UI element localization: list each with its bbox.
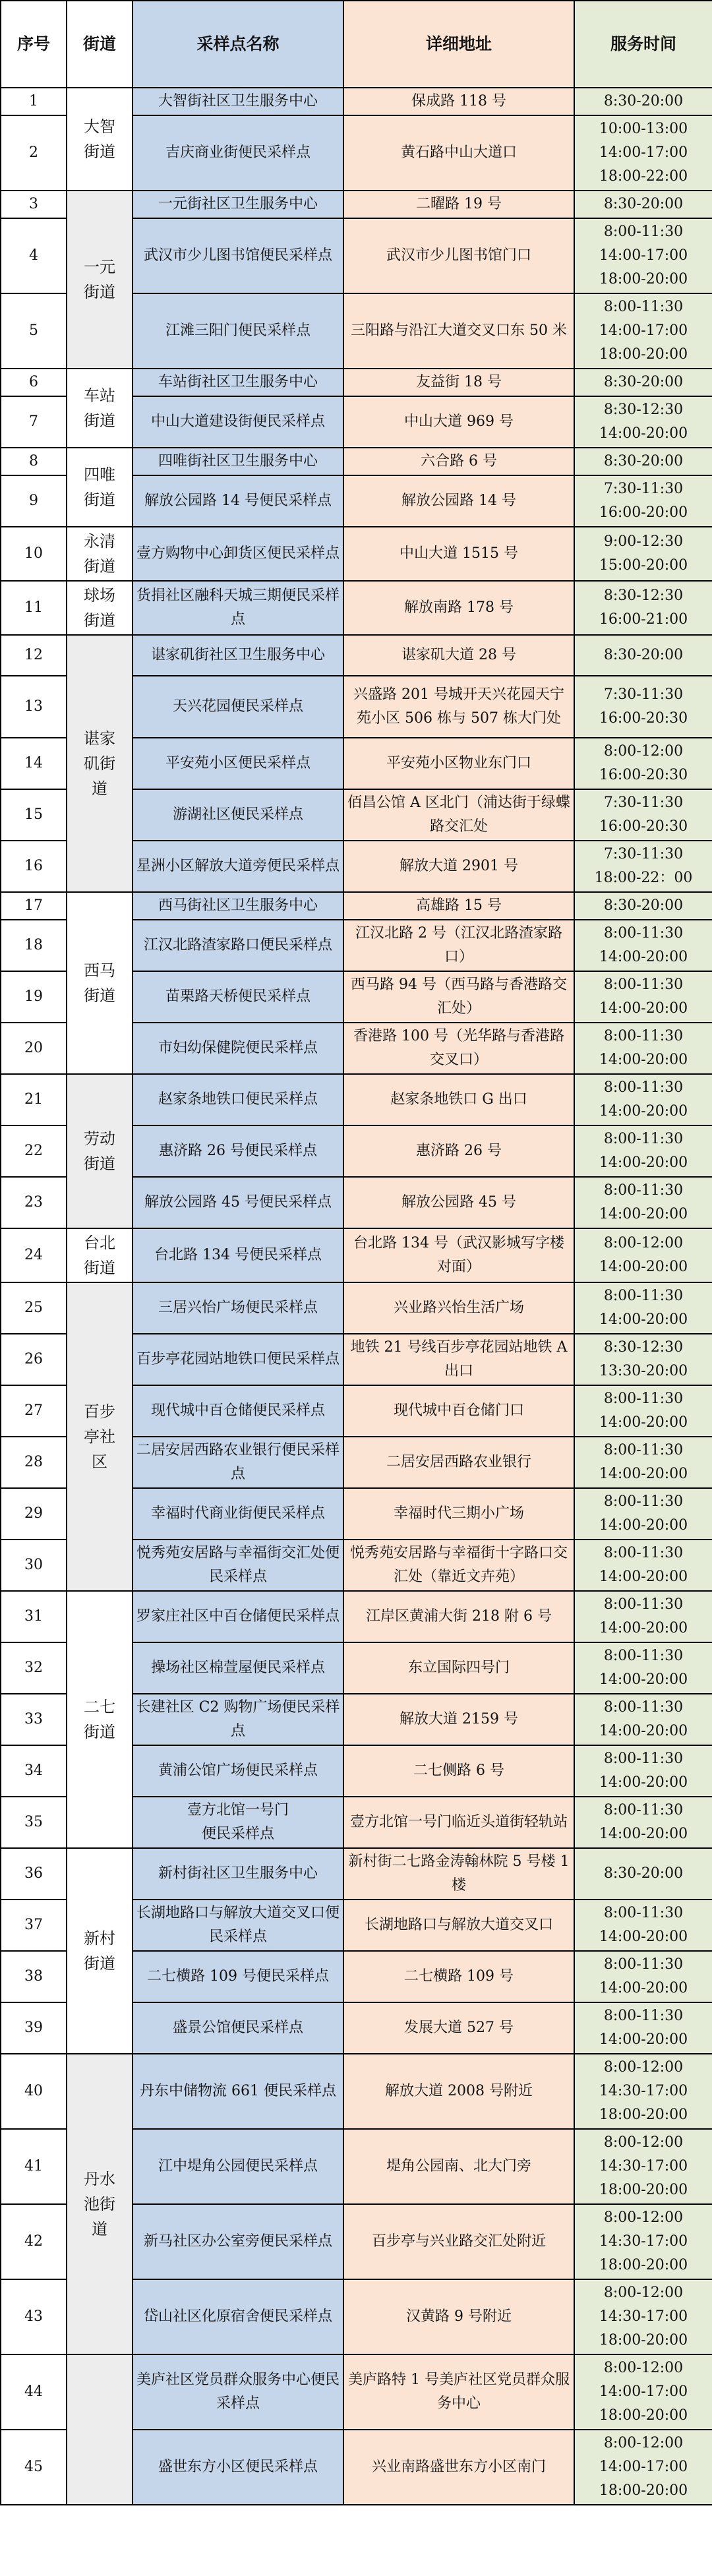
sampling-point-name: 悦秀苑安居路与幸福街交汇处便民采样点 bbox=[133, 1540, 343, 1591]
sampling-point-address: 美庐路特 1 号美庐社区党员群众服务中心 bbox=[343, 2354, 574, 2430]
sampling-point-name: 新马社区办公室旁便民采样点 bbox=[133, 2204, 343, 2279]
sampling-point-name: 盛世东方小区便民采样点 bbox=[133, 2430, 343, 2505]
service-time: 8:30-20:00 bbox=[574, 191, 712, 218]
sampling-point-address: 解放公园路 45 号 bbox=[343, 1177, 574, 1228]
sampling-point-name: 四唯街社区卫生服务中心 bbox=[133, 448, 343, 475]
sampling-point-name: 苗栗路天桥便民采样点 bbox=[133, 971, 343, 1023]
sampling-point-address: 江岸区黄浦大街 218 附 6 号 bbox=[343, 1591, 574, 1642]
service-time: 8:00-11:30 14:00-20:00 bbox=[574, 1023, 712, 1074]
sampling-point-name: 二居安居西路农业银行便民采样点 bbox=[133, 1437, 343, 1488]
service-time: 8:00-11:30 14:00-20:00 bbox=[574, 1797, 712, 1848]
sampling-point-name: 惠济路 26 号便民采样点 bbox=[133, 1125, 343, 1177]
row-number: 15 bbox=[1, 789, 67, 841]
street-cell: 新村 街道 bbox=[67, 1848, 133, 2054]
table-row bbox=[1, 2354, 712, 2430]
service-time: 8:30-20:00 bbox=[574, 88, 712, 115]
service-time: 8:00-11:30 14:00-20:00 bbox=[574, 1591, 712, 1642]
sampling-point-name: 一元街社区卫生服务中心 bbox=[133, 191, 343, 218]
service-time: 7:30-11:30 16:00-20:00 bbox=[574, 475, 712, 527]
table-row bbox=[1, 635, 712, 676]
service-time: 8:00-11:30 14:00-20:00 bbox=[574, 1900, 712, 1951]
sampling-point-address: 解放南路 178 号 bbox=[343, 581, 574, 635]
row-number: 6 bbox=[1, 369, 67, 396]
service-time: 8:30-20:00 bbox=[574, 369, 712, 396]
sampling-point-address: 百步亭与兴业路交汇处附近 bbox=[343, 2204, 574, 2279]
service-time: 8:00-11:30 14:00-20:00 bbox=[574, 2002, 712, 2054]
sampling-point-name: 车站街社区卫生服务中心 bbox=[133, 369, 343, 396]
sampling-point-address: 黄石路中山大道口 bbox=[343, 115, 574, 191]
street-cell: 永清 街道 bbox=[67, 527, 133, 581]
sampling-point-address: 壹方北馆一号门临近头道街轻轨站 bbox=[343, 1797, 574, 1848]
sampling-point-address: 赵家条地铁口 G 出口 bbox=[343, 1074, 574, 1125]
row-number: 37 bbox=[1, 1900, 67, 1951]
sampling-point-address: 二居安居西路农业银行 bbox=[343, 1437, 574, 1488]
service-time: 9:00-12:30 15:00-20:00 bbox=[574, 527, 712, 581]
table-row bbox=[1, 1228, 712, 1282]
sampling-point-address: 惠济路 26 号 bbox=[343, 1125, 574, 1177]
sampling-point-address: 中山大道 969 号 bbox=[343, 396, 574, 448]
sampling-point-address: 六合路 6 号 bbox=[343, 448, 574, 475]
street-cell: 二七 街道 bbox=[67, 1591, 133, 1848]
header-address: 详细地址 bbox=[343, 1, 574, 88]
sampling-point-address: 西马路 94 号（西马路与香港路交汇处） bbox=[343, 971, 574, 1023]
row-number: 5 bbox=[1, 293, 67, 369]
service-time: 8:00-11:30 14:00-20:00 bbox=[574, 1642, 712, 1694]
sampling-point-address: 佰昌公馆 A 区北门（浦达街于绿蝶路交汇处 bbox=[343, 789, 574, 841]
table-row bbox=[1, 369, 712, 396]
sampling-point-address: 解放公园路 14 号 bbox=[343, 475, 574, 527]
row-number: 12 bbox=[1, 635, 67, 676]
service-time: 8:00-11:30 14:00-20:00 bbox=[574, 1177, 712, 1228]
sampling-point-address: 发展大道 527 号 bbox=[343, 2002, 574, 2054]
sampling-point-address: 兴业路兴怡生活广场 bbox=[343, 1282, 574, 1334]
street-cell: 丹水 池街 道 bbox=[67, 2054, 133, 2354]
service-time: 8:00-11:30 14:00-20:00 bbox=[574, 1437, 712, 1488]
table-row bbox=[1, 448, 712, 475]
sampling-point-name: 谌家矶街社区卫生服务中心 bbox=[133, 635, 343, 676]
row-number: 39 bbox=[1, 2002, 67, 2054]
sampling-point-name: 游湖社区便民采样点 bbox=[133, 789, 343, 841]
service-time: 8:30-20:00 bbox=[574, 892, 712, 920]
row-number: 25 bbox=[1, 1282, 67, 1334]
table-row bbox=[1, 892, 712, 920]
sampling-point-name: 长建社区 C2 购物广场便民采样点 bbox=[133, 1694, 343, 1745]
street-cell: 西马 街道 bbox=[67, 892, 133, 1074]
sampling-point-name: 中山大道建设街便民采样点 bbox=[133, 396, 343, 448]
table-row bbox=[1, 1848, 712, 1900]
table-row bbox=[1, 527, 712, 581]
street-cell: 车站 街道 bbox=[67, 369, 133, 448]
row-number: 29 bbox=[1, 1488, 67, 1540]
row-number: 10 bbox=[1, 527, 67, 581]
service-time: 8:00-12:00 16:00-20:30 bbox=[574, 738, 712, 789]
service-time: 8:00-12:00 14:30-17:00 18:00-20:00 bbox=[574, 2204, 712, 2279]
table-row bbox=[1, 88, 712, 115]
sampling-point-name: 三居兴怡广场便民采样点 bbox=[133, 1282, 343, 1334]
sampling-point-name: 货捐社区融科天城三期便民采样点 bbox=[133, 581, 343, 635]
sampling-point-name: 江汉北路渣家路口便民采样点 bbox=[133, 920, 343, 971]
row-number: 30 bbox=[1, 1540, 67, 1591]
table-row bbox=[1, 581, 712, 635]
service-time: 8:00-11:30 14:00-20:00 bbox=[574, 1745, 712, 1797]
street-cell: 百步 亭社 区 bbox=[67, 1282, 133, 1591]
table-row bbox=[1, 1282, 712, 1334]
sampling-point-address: 幸福时代三期小广场 bbox=[343, 1488, 574, 1540]
row-number: 28 bbox=[1, 1437, 67, 1488]
service-time: 8:30-12:30 14:00-20:00 bbox=[574, 396, 712, 448]
row-number: 18 bbox=[1, 920, 67, 971]
sampling-point-name: 江滩三阳门便民采样点 bbox=[133, 293, 343, 369]
sampling-point-name: 解放公园路 45 号便民采样点 bbox=[133, 1177, 343, 1228]
table-row bbox=[1, 1074, 712, 1125]
row-number: 31 bbox=[1, 1591, 67, 1642]
street-cell: 大智 街道 bbox=[67, 88, 133, 191]
service-time: 8:30-12:30 13:30-20:00 bbox=[574, 1334, 712, 1385]
sampling-point-address: 堤角公园南、北大门旁 bbox=[343, 2129, 574, 2204]
sampling-point-address: 现代城中百仓储门口 bbox=[343, 1385, 574, 1437]
row-number: 36 bbox=[1, 1848, 67, 1900]
street-cell bbox=[67, 2354, 133, 2505]
service-time: 8:00-11:30 14:00-20:00 bbox=[574, 1951, 712, 2002]
sampling-point-address: 江汉北路 2 号（江汉北路渣家路口） bbox=[343, 920, 574, 971]
sampling-point-name: 赵家条地铁口便民采样点 bbox=[133, 1074, 343, 1125]
row-number: 45 bbox=[1, 2430, 67, 2505]
row-number: 22 bbox=[1, 1125, 67, 1177]
service-time: 8:00-11:30 14:00-20:00 bbox=[574, 1540, 712, 1591]
sampling-point-address: 香港路 100 号（光华路与香港路交叉口） bbox=[343, 1023, 574, 1074]
sampling-point-address: 二七横路 109 号 bbox=[343, 1951, 574, 2002]
service-time: 8:30-20:00 bbox=[574, 1848, 712, 1900]
sampling-point-name: 大智街社区卫生服务中心 bbox=[133, 88, 343, 115]
row-number: 21 bbox=[1, 1074, 67, 1125]
sampling-point-name: 壹方北馆一号门 便民采样点 bbox=[133, 1797, 343, 1848]
street-cell: 谌家 矶街 道 bbox=[67, 635, 133, 892]
service-time: 8:00-11:30 14:00-20:00 bbox=[574, 1282, 712, 1334]
row-number: 20 bbox=[1, 1023, 67, 1074]
sampling-point-address: 地铁 21 号线百步亭花园站地铁 A 出口 bbox=[343, 1334, 574, 1385]
table-header-row bbox=[1, 1, 712, 88]
sampling-point-name: 二七横路 109 号便民采样点 bbox=[133, 1951, 343, 2002]
row-number: 27 bbox=[1, 1385, 67, 1437]
sampling-point-address: 中山大道 1515 号 bbox=[343, 527, 574, 581]
row-number: 11 bbox=[1, 581, 67, 635]
sampling-point-name: 西马街社区卫生服务中心 bbox=[133, 892, 343, 920]
row-number: 44 bbox=[1, 2354, 67, 2430]
service-time: 7:30-11:30 18:00-22：00 bbox=[574, 841, 712, 892]
sampling-point-name: 百步亭花园站地铁口便民采样点 bbox=[133, 1334, 343, 1385]
street-cell: 四唯 街道 bbox=[67, 448, 133, 527]
service-time: 8:30-12:30 16:00-21:00 bbox=[574, 581, 712, 635]
street-cell: 台北 街道 bbox=[67, 1228, 133, 1282]
sampling-point-name: 新村街社区卫生服务中心 bbox=[133, 1848, 343, 1900]
service-time: 8:00-11:30 14:00-20:00 bbox=[574, 920, 712, 971]
sampling-point-name: 解放公园路 14 号便民采样点 bbox=[133, 475, 343, 527]
sampling-point-name: 武汉市少儿图书馆便民采样点 bbox=[133, 218, 343, 293]
sampling-point-name: 黄浦公馆广场便民采样点 bbox=[133, 1745, 343, 1797]
sampling-point-name: 天兴花园便民采样点 bbox=[133, 676, 343, 738]
sampling-point-address: 兴盛路 201 号城开天兴花园天宁苑小区 506 栋与 507 栋大门处 bbox=[343, 676, 574, 738]
sampling-point-address: 谌家矶大道 28 号 bbox=[343, 635, 574, 676]
sampling-point-address: 三阳路与沿江大道交叉口东 50 米 bbox=[343, 293, 574, 369]
row-number: 2 bbox=[1, 115, 67, 191]
service-time: 8:00-11:30 14:00-17:00 18:00-20:00 bbox=[574, 293, 712, 369]
sampling-point-name: 罗家庄社区中百仓储便民采样点 bbox=[133, 1591, 343, 1642]
header-time: 服务时间 bbox=[574, 1, 712, 88]
sampling-point-address: 武汉市少儿图书馆门口 bbox=[343, 218, 574, 293]
sampling-point-address: 二七侧路 6 号 bbox=[343, 1745, 574, 1797]
sampling-point-address: 新村街二七路金涛翰林院 5 号楼 1 楼 bbox=[343, 1848, 574, 1900]
service-time: 8:00-11:30 14:00-20:00 bbox=[574, 1125, 712, 1177]
sampling-point-name: 台北路 134 号便民采样点 bbox=[133, 1228, 343, 1282]
row-number: 16 bbox=[1, 841, 67, 892]
row-number: 34 bbox=[1, 1745, 67, 1797]
sampling-point-address: 二曜路 19 号 bbox=[343, 191, 574, 218]
row-number: 33 bbox=[1, 1694, 67, 1745]
table-row bbox=[1, 1591, 712, 1642]
row-number: 41 bbox=[1, 2129, 67, 2204]
street-cell: 劳动 街道 bbox=[67, 1074, 133, 1228]
sampling-point-name: 操场社区棉萱屋便民采样点 bbox=[133, 1642, 343, 1694]
row-number: 43 bbox=[1, 2279, 67, 2354]
street-cell: 一元 街道 bbox=[67, 191, 133, 369]
sampling-point-name: 幸福时代商业街便民采样点 bbox=[133, 1488, 343, 1540]
sampling-point-name: 盛景公馆便民采样点 bbox=[133, 2002, 343, 2054]
sampling-point-address: 解放大道 2008 号附近 bbox=[343, 2054, 574, 2129]
sampling-point-address: 悦秀苑安居路与幸福街十字路口交汇处（靠近文卉苑） bbox=[343, 1540, 574, 1591]
table-body bbox=[1, 88, 712, 2505]
header-street: 街道 bbox=[67, 1, 133, 88]
service-time: 8:00-11:30 14:00-20:00 bbox=[574, 1385, 712, 1437]
header-name: 采样点名称 bbox=[133, 1, 343, 88]
sampling-point-name: 岱山社区化原宿舍便民采样点 bbox=[133, 2279, 343, 2354]
row-number: 19 bbox=[1, 971, 67, 1023]
sampling-point-name: 市妇幼保健院便民采样点 bbox=[133, 1023, 343, 1074]
service-time: 7:30-11:30 16:00-20:30 bbox=[574, 676, 712, 738]
row-number: 4 bbox=[1, 218, 67, 293]
sampling-point-address: 汉黄路 9 号附近 bbox=[343, 2279, 574, 2354]
service-time: 8:30-20:00 bbox=[574, 448, 712, 475]
sampling-point-name: 长湖地路口与解放大道交叉口便民采样点 bbox=[133, 1900, 343, 1951]
sampling-point-address: 解放大道 2901 号 bbox=[343, 841, 574, 892]
sampling-point-address: 平安苑小区物业东门口 bbox=[343, 738, 574, 789]
table-row bbox=[1, 2054, 712, 2129]
sampling-point-name: 丹东中储物流 661 便民采样点 bbox=[133, 2054, 343, 2129]
row-number: 14 bbox=[1, 738, 67, 789]
sampling-point-name: 江中堤角公园便民采样点 bbox=[133, 2129, 343, 2204]
row-number: 9 bbox=[1, 475, 67, 527]
sampling-point-address: 东立国际四号门 bbox=[343, 1642, 574, 1694]
row-number: 32 bbox=[1, 1642, 67, 1694]
service-time: 7:30-11:30 16:00-20:30 bbox=[574, 789, 712, 841]
sampling-point-name: 壹方购物中心卸货区便民采样点 bbox=[133, 527, 343, 581]
header-no: 序号 bbox=[1, 1, 67, 88]
row-number: 23 bbox=[1, 1177, 67, 1228]
sampling-point-name: 吉庆商业街便民采样点 bbox=[133, 115, 343, 191]
service-time: 8:00-12:00 14:00-20:00 bbox=[574, 1228, 712, 1282]
row-number: 42 bbox=[1, 2204, 67, 2279]
row-number: 38 bbox=[1, 1951, 67, 2002]
service-time: 8:00-12:00 14:30-17:00 18:00-20:00 bbox=[574, 2054, 712, 2129]
row-number: 40 bbox=[1, 2054, 67, 2129]
row-number: 24 bbox=[1, 1228, 67, 1282]
sampling-point-name: 星洲小区解放大道旁便民采样点 bbox=[133, 841, 343, 892]
sampling-point-address: 友益街 18 号 bbox=[343, 369, 574, 396]
row-number: 35 bbox=[1, 1797, 67, 1848]
service-time: 8:00-11:30 14:00-20:00 bbox=[574, 971, 712, 1023]
service-time: 8:00-11:30 14:00-17:00 18:00-20:00 bbox=[574, 218, 712, 293]
sampling-point-address: 长湖地路口与解放大道交叉口 bbox=[343, 1900, 574, 1951]
sampling-point-address: 解放大道 2159 号 bbox=[343, 1694, 574, 1745]
row-number: 1 bbox=[1, 88, 67, 115]
service-time: 8:00-12:00 14:30-17:00 18:00-20:00 bbox=[574, 2129, 712, 2204]
table-row bbox=[1, 191, 712, 218]
sampling-point-name: 现代城中百仓储便民采样点 bbox=[133, 1385, 343, 1437]
sampling-point-address: 台北路 134 号（武汉影城写字楼对面） bbox=[343, 1228, 574, 1282]
sampling-point-name: 美庐社区党员群众服务中心便民采样点 bbox=[133, 2354, 343, 2430]
service-time: 8:00-11:30 14:00-20:00 bbox=[574, 1488, 712, 1540]
sampling-point-name: 平安苑小区便民采样点 bbox=[133, 738, 343, 789]
row-number: 17 bbox=[1, 892, 67, 920]
service-time: 8:00-12:00 14:00-17:00 18:00-20:00 bbox=[574, 2354, 712, 2430]
sampling-point-address: 保成路 118 号 bbox=[343, 88, 574, 115]
service-time: 10:00-13:00 14:00-17:00 18:00-22:00 bbox=[574, 115, 712, 191]
row-number: 13 bbox=[1, 676, 67, 738]
row-number: 8 bbox=[1, 448, 67, 475]
row-number: 3 bbox=[1, 191, 67, 218]
service-time: 8:00-12:00 14:30-17:00 18:00-20:00 bbox=[574, 2279, 712, 2354]
row-number: 7 bbox=[1, 396, 67, 448]
service-time: 8:00-11:30 14:00-20:00 bbox=[574, 1074, 712, 1125]
service-time: 8:00-12:00 14:00-17:00 18:00-20:00 bbox=[574, 2430, 712, 2505]
sampling-point-address: 高雄路 15 号 bbox=[343, 892, 574, 920]
sampling-point-address: 兴业南路盛世东方小区南门 bbox=[343, 2430, 574, 2505]
street-cell: 球场 街道 bbox=[67, 581, 133, 635]
row-number: 26 bbox=[1, 1334, 67, 1385]
service-time: 8:30-20:00 bbox=[574, 635, 712, 676]
service-time: 8:00-11:30 14:00-20:00 bbox=[574, 1694, 712, 1745]
